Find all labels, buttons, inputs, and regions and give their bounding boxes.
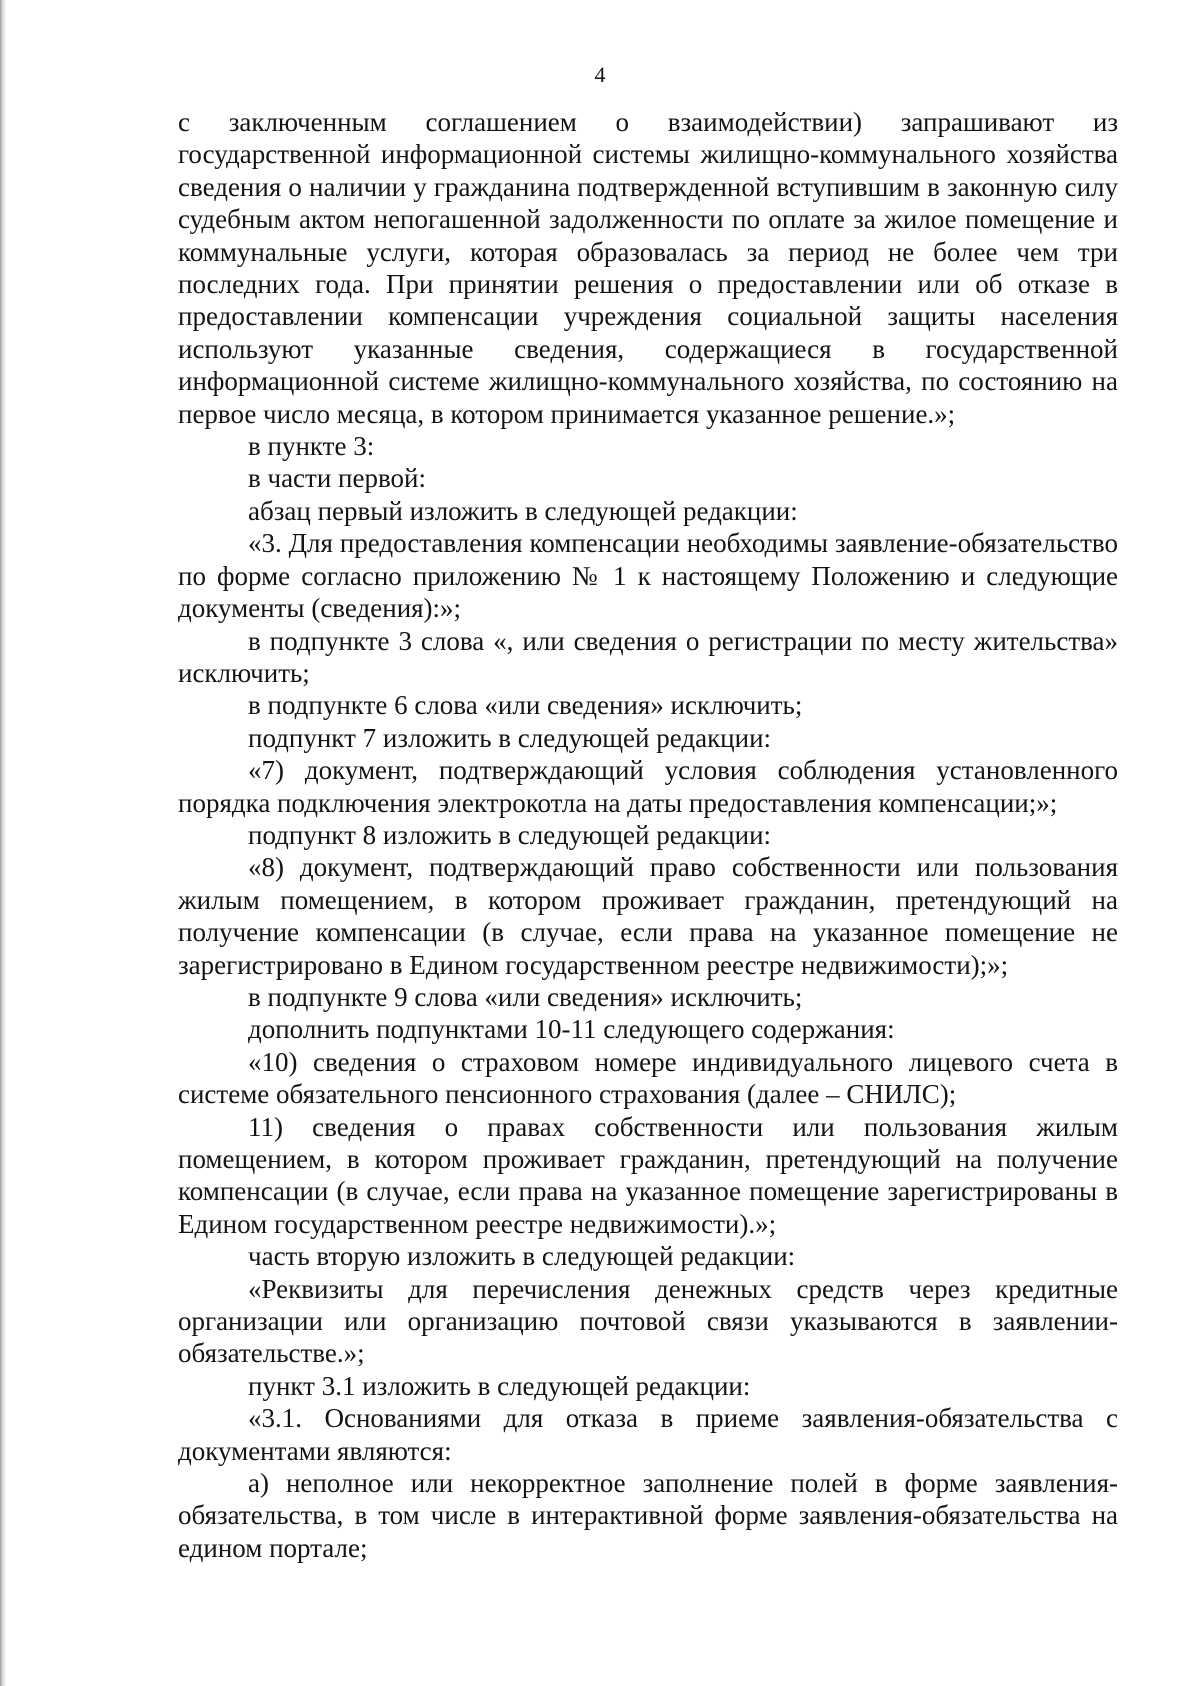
paragraph-add-subitems: дополнить подпунктами 10-11 следующего содержания: bbox=[248, 1014, 895, 1045]
document-body bbox=[178, 106, 1118, 1564]
paragraph-subitem-7-text: «7) документ, подтверждающий условия соблюдения установленного порядка подключения электрокотла на даты предоставления компенсации;»; bbox=[178, 755, 1118, 818]
page-number: 4 bbox=[594, 62, 606, 87]
scan-edge-shadow bbox=[0, 0, 6, 1686]
paragraph-subitem-3: в подпункте 3 слова «, или сведения о регистрации по месту жительства» исключить; bbox=[178, 625, 1118, 688]
paragraph-item-3-1-text: «3.1. Основаниями для отказа в приеме заявления-обязательства с документами являются: bbox=[178, 1403, 1118, 1466]
paragraph-subitem-8-text: «8) документ, подтверждающий право собственности или пользования жилым помещением, в котором проживает гражданин, претендующий на получение компенсации (в случае, если права на указанное помещение не зарегистрировано в Едином государственном реестре недвижимости);»; bbox=[178, 852, 1118, 980]
paragraph-part-one: в части первой: bbox=[248, 463, 426, 494]
paragraph-item-3: в пункте 3: bbox=[248, 431, 375, 462]
paragraph-part-two-text: «Реквизиты для перечисления денежных средств через кредитные организации или организацию почтовой связи указываются в заявлении-обязательстве.»; bbox=[178, 1273, 1118, 1369]
paragraph-part-two-intro: часть вторую изложить в следующей редакции: bbox=[248, 1241, 796, 1272]
paragraph-subitem-7-intro: подпункт 7 изложить в следующей редакции: bbox=[248, 722, 772, 753]
paragraph-continuation: с заключенным соглашением о взаимодействии) запрашивают из государственной информационной системы жилищно-коммунального хозяйства сведения о наличии у гражданина подтвержденной вступившим в законную силу судебным актом непогашенной задолженности по оплате за жилое помещение и коммунальные услуги, которая образовалась за период не более чем три последних года. При принятии решения о предоставлении или об отказе в предоставлении компенсации учреждения социальной защиты населения используют указанные сведения, содержащиеся в государственной информационной системе жилищно-коммунального хозяйства, по состоянию на первое число месяца, в котором принимается указанное решение.»; bbox=[178, 107, 1118, 429]
paragraph-subitem-11: 11) сведения о правах собственности или пользования жилым помещением, в котором проживает гражданин, претендующий на получение компенсации (в случае, если права на указанное помещение зарегистрированы в Едином государственном реестре недвижимости).»; bbox=[178, 1111, 1118, 1239]
paragraph-subitem-a: а) неполное или некорректное заполнение полей в форме заявления-обязательства, в том числе в интерактивной форме заявления-обязательства на едином портале; bbox=[178, 1468, 1118, 1563]
paragraph-subitem-8-intro: подпункт 8 изложить в следующей редакции: bbox=[248, 819, 772, 850]
paragraph-first-abzac: абзац первый изложить в следующей редакции: bbox=[248, 495, 798, 526]
paragraph-item-3-1-intro: пункт 3.1 изложить в следующей редакции: bbox=[248, 1370, 751, 1401]
paragraph-subitem-10: «10) сведения о страховом номере индивидуального лицевого счета в системе обязательного пенсионного страхования (далее – СНИЛС); bbox=[178, 1046, 1118, 1110]
paragraph-subitem-9: в подпункте 9 слова «или сведения» исключить; bbox=[248, 981, 803, 1012]
paragraph-subitem-6: в подпункте 6 слова «или сведения» исключить; bbox=[248, 690, 803, 721]
paragraph-quote-3: «3. Для предоставления компенсации необходимы заявление-обязательство по форме согласно приложению № 1 к настоящему Положению и следующие документы (сведения):»; bbox=[178, 528, 1118, 624]
